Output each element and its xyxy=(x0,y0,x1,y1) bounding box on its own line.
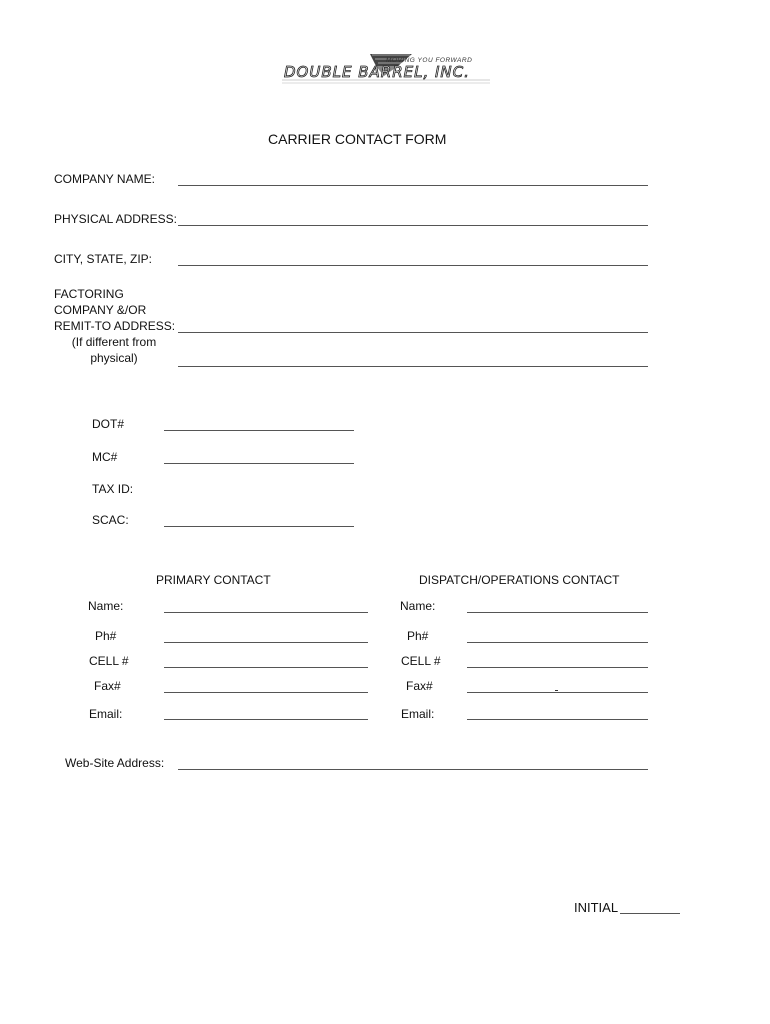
city-state-zip-field[interactable] xyxy=(178,265,648,266)
dispatch-name-label: Name: xyxy=(400,599,436,613)
website-label: Web-Site Address: xyxy=(65,756,165,770)
dispatch-email-label: Email: xyxy=(401,707,435,721)
dispatch-phone-field[interactable] xyxy=(467,642,648,643)
company-name-label: COMPANY NAME: xyxy=(54,172,155,186)
physical-address-label: PHYSICAL ADDRESS: xyxy=(54,212,177,226)
factoring-label-line2: COMPANY &/OR xyxy=(54,303,147,317)
primary-name-label: Name: xyxy=(88,599,124,613)
initial-label: INITIAL xyxy=(574,900,619,915)
dispatch-phone-label: Ph# xyxy=(407,629,429,643)
primary-cell-field[interactable] xyxy=(164,667,368,668)
dot-label: DOT# xyxy=(92,417,125,431)
dispatch-email-field[interactable] xyxy=(467,719,648,720)
factoring-label-line4: (If different from xyxy=(71,335,157,349)
company-name-field[interactable] xyxy=(178,185,648,186)
factoring-label-line3: REMIT-TO ADDRESS: xyxy=(54,319,176,333)
website-field[interactable] xyxy=(178,769,648,770)
factoring-address-field-1[interactable] xyxy=(178,332,648,333)
dot-field[interactable] xyxy=(164,430,354,431)
dispatch-cell-label: CELL # xyxy=(401,654,441,668)
factoring-label-line5: physical) xyxy=(90,351,138,365)
tax-id-field[interactable] xyxy=(164,482,354,498)
primary-phone-label: Ph# xyxy=(95,629,117,643)
primary-fax-label: Fax# xyxy=(94,679,121,693)
dispatch-contact-heading: DISPATCH/OPERATIONS CONTACT xyxy=(419,573,620,587)
primary-email-label: Email: xyxy=(89,707,123,721)
factoring-label-line1: FACTORING xyxy=(54,287,124,301)
dispatch-name-field[interactable] xyxy=(467,612,648,613)
dispatch-fax-field[interactable] xyxy=(467,692,648,693)
form-title: CARRIER CONTACT FORM xyxy=(268,131,447,147)
mc-label: MC# xyxy=(92,450,118,464)
primary-name-field[interactable] xyxy=(164,612,368,613)
primary-fax-field[interactable] xyxy=(164,692,368,693)
stray-mark xyxy=(555,690,558,691)
city-state-zip-label: CITY, STATE, ZIP: xyxy=(54,252,153,266)
dispatch-cell-field[interactable] xyxy=(467,667,648,668)
tax-id-label: TAX ID: xyxy=(92,482,134,496)
primary-phone-field[interactable] xyxy=(164,642,368,643)
mc-field[interactable] xyxy=(164,463,354,464)
factoring-address-field-2[interactable] xyxy=(178,366,648,367)
logo-company-name: DOUBLE BARREL, INC. xyxy=(284,63,470,81)
dispatch-fax-label: Fax# xyxy=(406,679,433,693)
physical-address-field[interactable] xyxy=(178,225,648,226)
primary-email-field[interactable] xyxy=(164,719,368,720)
scac-label: SCAC: xyxy=(92,513,129,527)
scac-field[interactable] xyxy=(164,526,354,527)
logo-tagline: MOVING YOU FORWARD xyxy=(386,57,473,64)
primary-contact-heading: PRIMARY CONTACT xyxy=(156,573,271,587)
initial-field[interactable] xyxy=(620,913,680,914)
primary-cell-label: CELL # xyxy=(89,654,129,668)
